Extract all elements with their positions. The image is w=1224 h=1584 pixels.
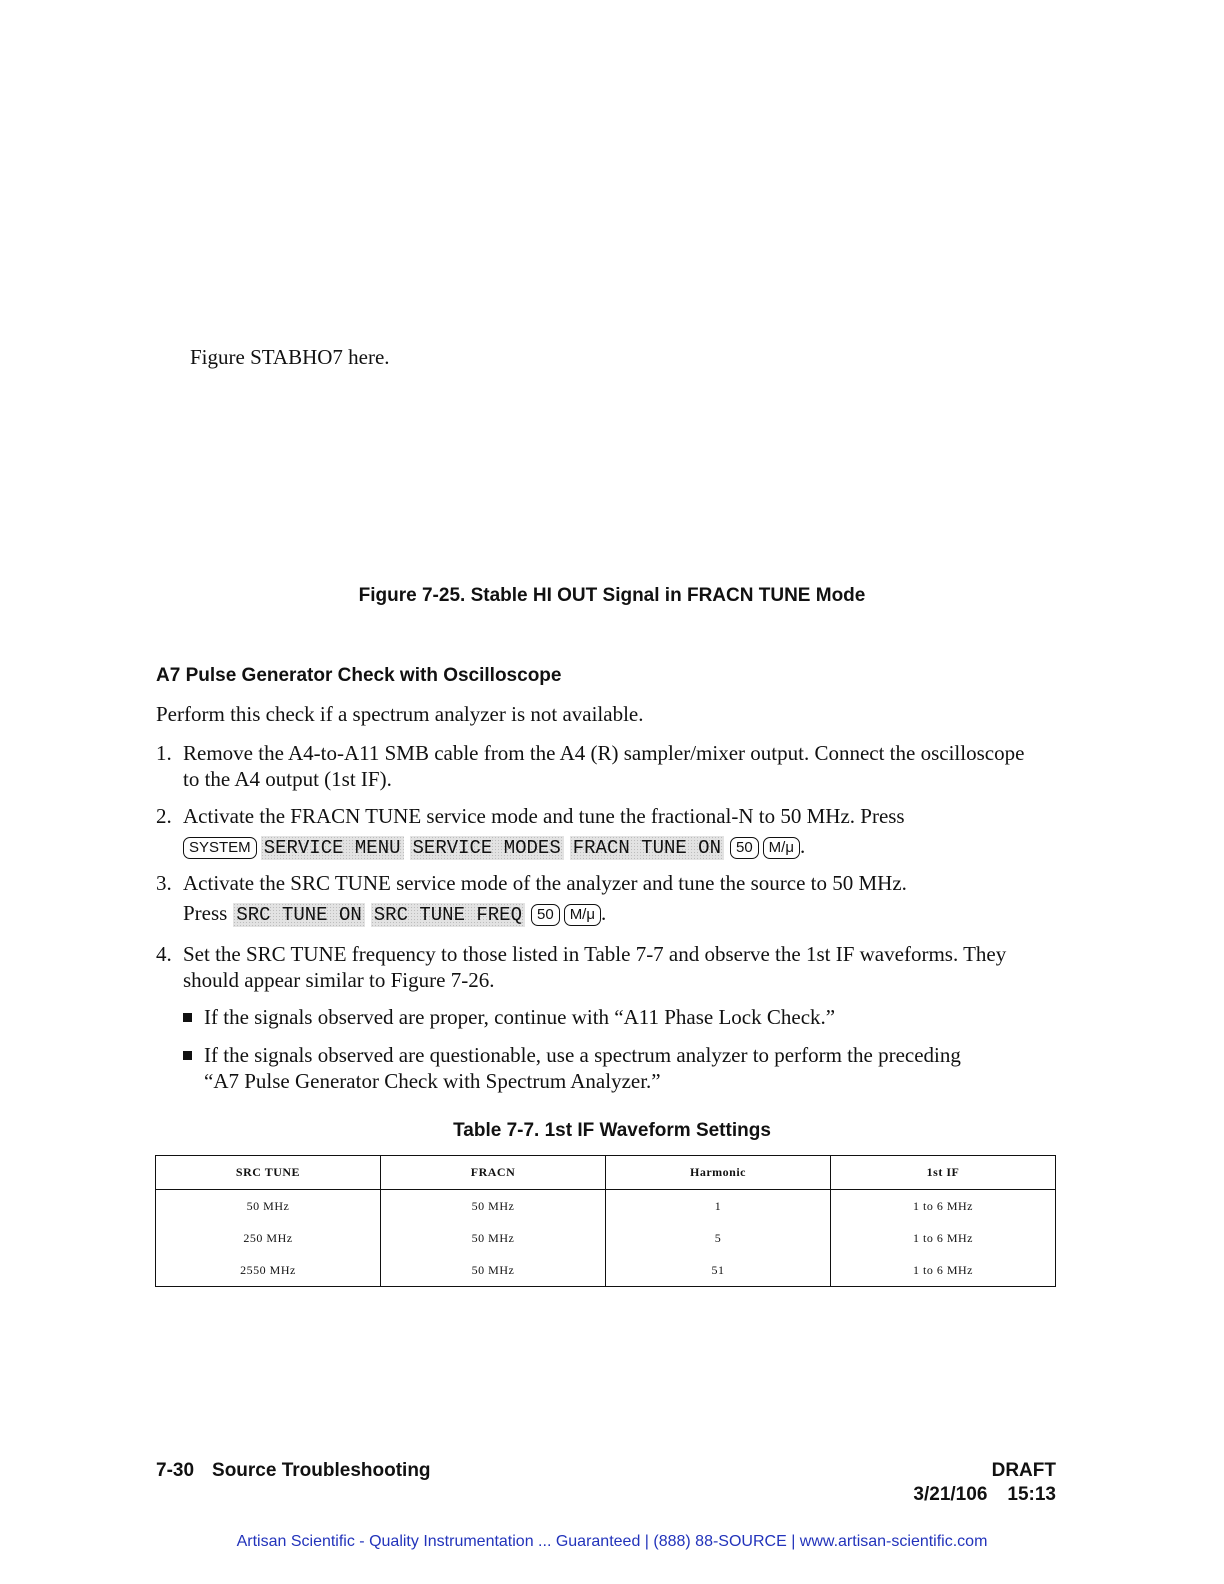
- press-label: Press: [183, 901, 228, 925]
- table-cell: 50 MHz: [381, 1222, 606, 1254]
- bullet-square-icon: [183, 1051, 192, 1060]
- table-row: [156, 1222, 1056, 1254]
- table-caption: Table 7-7. 1st IF Waveform Settings: [453, 1120, 771, 1141]
- step-number: 2.: [156, 804, 172, 828]
- table-cell: 250 MHz: [243, 1230, 293, 1245]
- figure-placeholder: Figure STABHO7 here.: [190, 345, 390, 369]
- table-cell: 50 MHz: [246, 1198, 290, 1213]
- step-end: .: [601, 901, 607, 925]
- table-cell: 50 MHz: [381, 1190, 606, 1223]
- bullet-text: If the signals observed are proper, continue with “A11 Phase Lock Check.”: [204, 1005, 836, 1029]
- page-footer-left: [156, 1460, 431, 1482]
- mega-unit-hardkey: M/μ: [564, 904, 601, 926]
- table-cell: 1 to 6 MHz: [831, 1222, 1056, 1254]
- column-header: 1st IF: [831, 1156, 1056, 1190]
- table-cell: 2550 MHz: [240, 1262, 296, 1277]
- step-end: .: [799, 834, 806, 858]
- step-number: 4.: [156, 942, 172, 966]
- step-number: 3.: [156, 871, 172, 895]
- bullet-text: If the signals observed are questionable, use a spectrum analyzer to perform the preceding “A7 Pulse Generator Check with Spectrum Analyzer.”: [204, 1043, 961, 1093]
- step-3: [156, 870, 1036, 927]
- step-text: Set the SRC TUNE frequency to those listed in Table 7-7 and observe the 1st IF waveforms. They should appear similar to Figure 7-26.: [183, 942, 1007, 992]
- time-text: 15:13: [1007, 1484, 1056, 1505]
- figure-caption: Figure 7-25. Stable HI OUT Signal in FRACN TUNE Mode: [358, 585, 866, 606]
- step-4: [156, 941, 1036, 993]
- table-header-row: [156, 1156, 1056, 1190]
- intro-paragraph: Perform this check if a spectrum analyzer is not available.: [156, 702, 644, 726]
- step-text: Activate the FRACN TUNE service mode and tune the fractional-N to 50 MHz. Press: [183, 804, 905, 828]
- section-heading: A7 Pulse Generator Check with Oscilloscope: [156, 665, 562, 686]
- date-text: 3/21/106: [913, 1484, 988, 1505]
- table-cell: 1 to 6 MHz: [831, 1254, 1056, 1287]
- chapter-title: Source Troubleshooting: [212, 1460, 431, 1481]
- value-50-hardkey: 50: [531, 904, 560, 926]
- table-cell: 5: [606, 1222, 831, 1254]
- step-text: Activate the SRC TUNE service mode of the analyzer and tune the source to 50 MHz.: [183, 871, 907, 895]
- bullet-square-icon: [183, 1013, 192, 1022]
- watermark-link[interactable]: Artisan Scientific - Quality Instrumentation ... Guaranteed | (888) 88-SOURCE | www.artisan-scientific.com: [236, 1533, 988, 1550]
- system-hardkey: SYSTEM: [183, 837, 257, 859]
- bullet-item: [183, 1042, 983, 1094]
- table-row: [156, 1190, 1056, 1223]
- step-1: [156, 740, 1036, 792]
- mega-unit-hardkey: M/μ: [763, 837, 800, 859]
- page-number: 7-30: [156, 1460, 195, 1481]
- column-header: Harmonic: [606, 1156, 831, 1190]
- waveform-settings-table: [155, 1155, 1056, 1287]
- fracn-tune-on-softkey: FRACN TUNE ON: [570, 836, 724, 860]
- step-2: [156, 803, 1036, 860]
- src-tune-freq-softkey: SRC TUNE FREQ: [371, 903, 525, 927]
- table-cell: 50 MHz: [381, 1254, 606, 1287]
- bullet-item: [183, 1004, 983, 1030]
- service-modes-softkey: SERVICE MODES: [410, 836, 564, 860]
- value-50-hardkey: 50: [730, 837, 759, 859]
- column-header: FRACN: [381, 1156, 606, 1190]
- step-text: Remove the A4-to-A11 SMB cable from the A4 (R) sampler/mixer output. Connect the oscilloscope to the A4 output (1st IF).: [183, 741, 1025, 791]
- column-header: SRC TUNE: [156, 1156, 381, 1190]
- draft-date: [700, 1484, 1056, 1506]
- step-number: 1.: [156, 741, 172, 765]
- table-cell: 1: [606, 1190, 831, 1223]
- table-cell: 1 to 6 MHz: [831, 1190, 1056, 1223]
- table-row: [156, 1254, 1056, 1287]
- src-tune-on-softkey: SRC TUNE ON: [233, 903, 364, 927]
- table-cell: 51: [606, 1254, 831, 1287]
- service-menu-softkey: SERVICE MENU: [261, 836, 404, 860]
- draft-label: DRAFT: [991, 1460, 1056, 1481]
